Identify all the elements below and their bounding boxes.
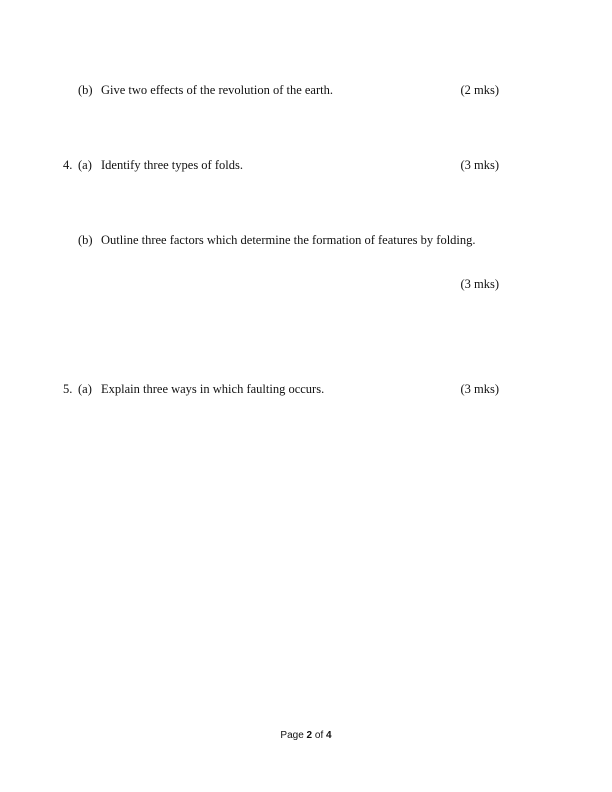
part-label: (b)	[78, 233, 93, 247]
marks-label: (3 mks)	[460, 277, 499, 291]
marks-label: (3 mks)	[460, 158, 499, 172]
question-number: 5.	[63, 382, 73, 396]
part-label: (a)	[78, 158, 92, 172]
page-footer	[0, 730, 612, 741]
question-number: 4.	[63, 158, 73, 172]
total-page-count: 4	[326, 730, 332, 741]
part-label: (a)	[78, 382, 92, 396]
page-prefix: Page	[280, 730, 304, 741]
question-text: Identify three types of folds.	[101, 158, 243, 172]
question-text: Explain three ways in which faulting occurs.	[101, 382, 325, 396]
part-label: (b)	[78, 83, 93, 97]
page-separator: of	[314, 730, 324, 741]
question-text: Give two effects of the revolution of the earth.	[101, 83, 333, 97]
current-page-number: 2	[306, 730, 313, 741]
question-text: Outline three factors which determine the formation of features by folding.	[101, 233, 476, 247]
marks-label: (3 mks)	[460, 382, 499, 396]
marks-label: (2 mks)	[460, 83, 499, 97]
